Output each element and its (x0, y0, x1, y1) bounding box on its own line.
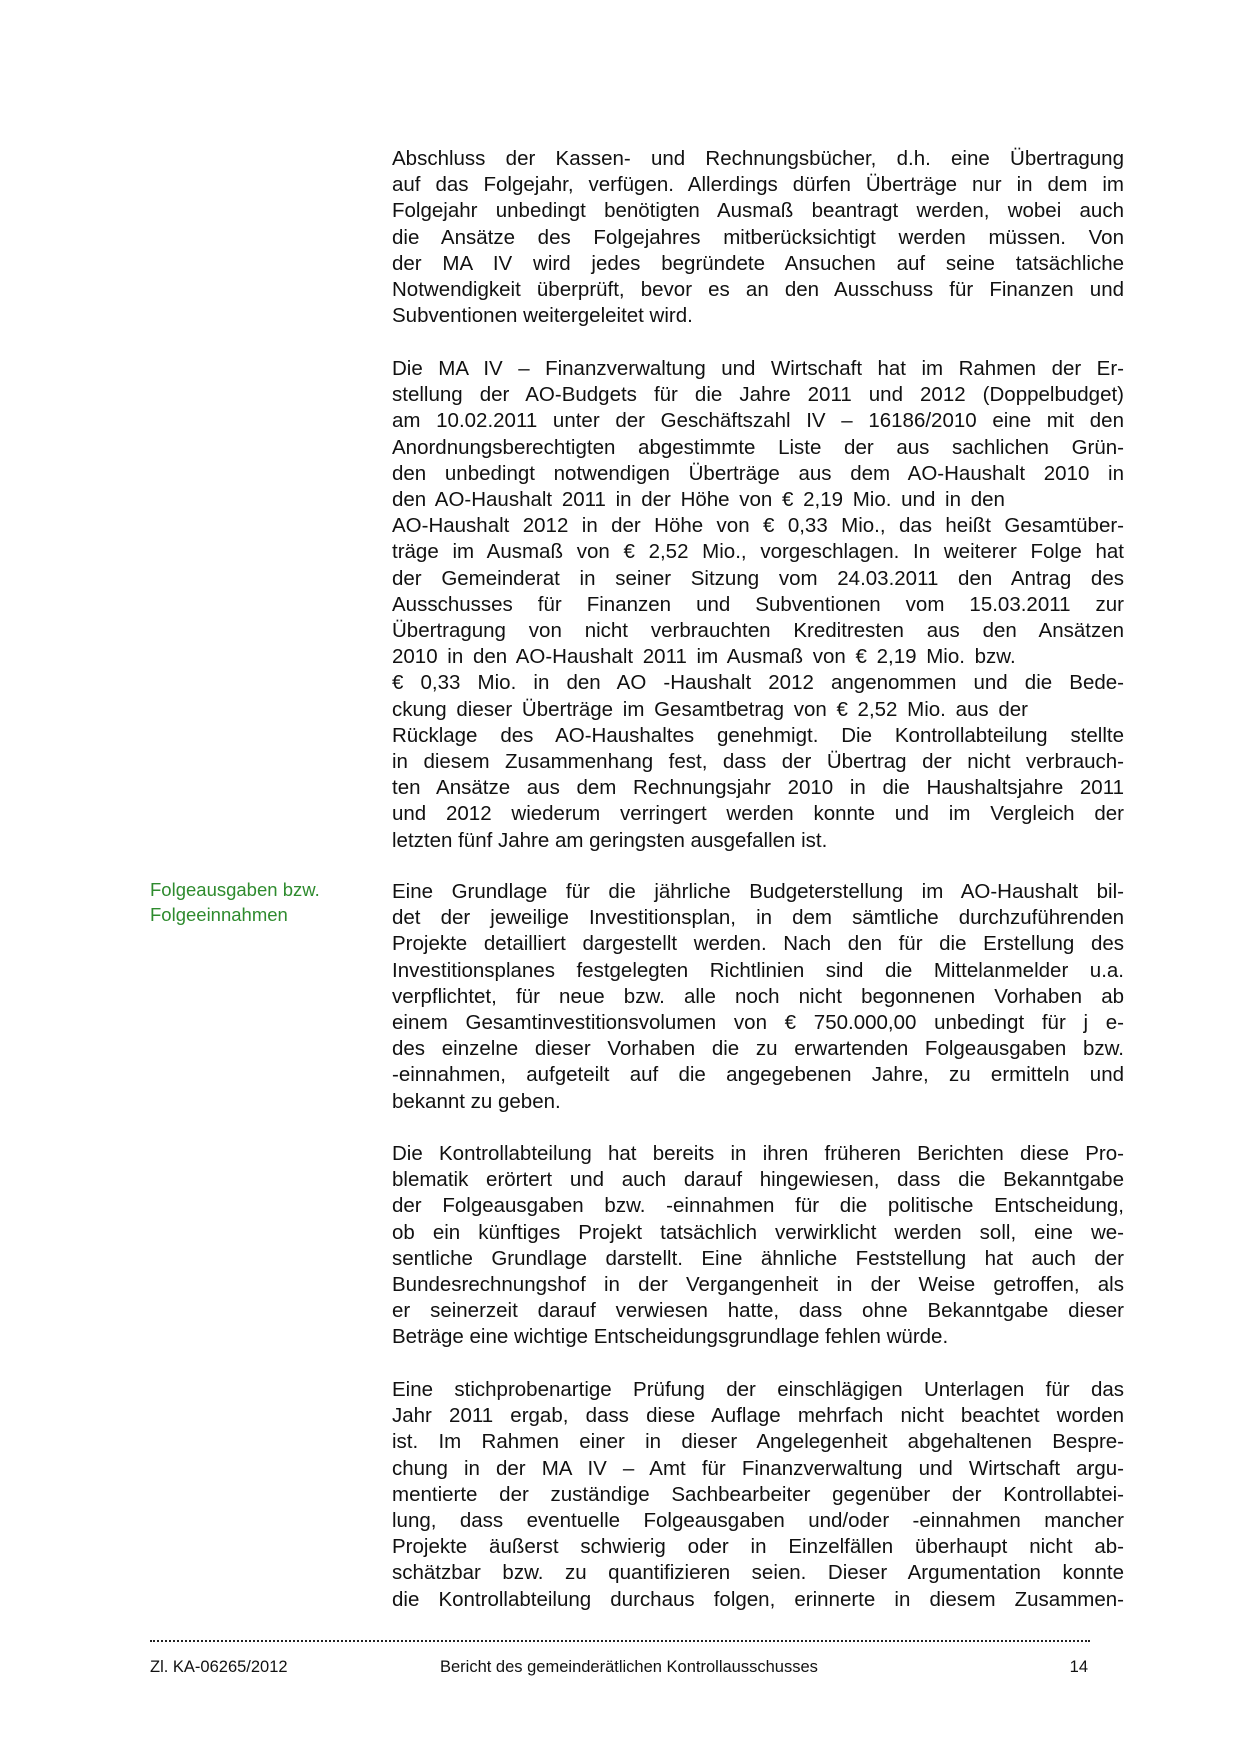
text-line: in diesem Zusammenhang fest, dass der Übertrag der nicht verbrauch- (392, 750, 1124, 774)
text-line: Jahr 2011 ergab, dass diese Auflage mehrfach nicht beachtet worden (392, 1404, 1124, 1428)
paragraph-4 (392, 1141, 1124, 1351)
text-line: AO-Haushalt 2012 in der Höhe von € 0,33 Mio., das heißt Gesamtüber- (392, 514, 1124, 538)
text-line: Die MA IV – Finanzverwaltung und Wirtschaft hat im Rahmen der Er- (392, 357, 1124, 380)
page-footer (150, 1658, 1090, 1682)
margin-note (150, 877, 380, 927)
text-line: sentliche Grundlage darstellt. Eine ähnliche Feststellung hat auch der (392, 1246, 1124, 1270)
paragraph-3 (392, 879, 1124, 1115)
text-line: Projekte detailliert dargestellt werden. Nach den für die Erstellung des (392, 932, 1124, 956)
text-line: er seinerzeit darauf verwiesen hatte, dass ohne Bekanntgabe dieser (392, 1299, 1124, 1323)
text-line: einem Gesamtinvestitionsvolumen von € 750.000,00 unbedingt für j e- (392, 1011, 1124, 1035)
margin-note-line: Folgeeinnahmen (150, 904, 288, 925)
paragraph-2 (392, 356, 1124, 854)
text-line: Eine Grundlage für die jährliche Budgeterstellung im AO-Haushalt bil- (392, 880, 1124, 903)
text-line: € 0,33 Mio. in den AO -Haushalt 2012 angenommen und die Bede- (392, 671, 1124, 695)
text-line: Eine stichprobenartige Prüfung der einschlägigen Unterlagen für das (392, 1378, 1124, 1401)
text-line: verpflichtet, für neue bzw. alle noch nicht begonnenen Vorhaben ab (392, 984, 1124, 1008)
document-number: Zl. KA-06265/2012 (150, 1658, 288, 1676)
text-line: die Kontrollabteilung durchaus folgen, erinnerte in diesem Zusammen- (392, 1587, 1124, 1611)
footer-divider (150, 1640, 1090, 1642)
report-title: Bericht des gemeinderätlichen Kontrollausschusses (440, 1658, 818, 1676)
text-line: letzten fünf Jahre am geringsten ausgefallen ist. (392, 828, 828, 852)
text-line: die Ansätze des Folgejahres mitberücksichtigt werden müssen. Von (392, 225, 1124, 249)
text-line: den AO-Haushalt 2011 in der Höhe von € 2,19 Mio. und in den (392, 488, 1005, 512)
text-line: schätzbar bzw. zu quantifizieren seien. Dieser Argumentation konnte (392, 1561, 1124, 1585)
text-line: Die Kontrollabteilung hat bereits in ihren früheren Berichten diese Pro- (392, 1142, 1124, 1165)
text-line: Rücklage des AO-Haushaltes genehmigt. Die Kontrollabteilung stellte (392, 723, 1124, 747)
text-line: ten Ansätze aus dem Rechnungsjahr 2010 in die Haushaltsjahre 2011 (392, 776, 1124, 800)
text-line: chung in der MA IV – Amt für Finanzverwaltung und Wirtschaft argu- (392, 1456, 1124, 1480)
paragraph-5 (392, 1377, 1124, 1613)
text-line: Folgejahr unbedingt benötigten Ausmaß beantragt werden, wobei auch (392, 199, 1124, 223)
page-number: 14 (1069, 1658, 1088, 1676)
text-line: lung, dass eventuelle Folgeausgaben und/oder -einnahmen mancher (392, 1509, 1124, 1533)
text-line: Subventionen weitergeleitet wird. (392, 304, 693, 328)
text-line: Investitionsplanes festgelegten Richtlinien sind die Mittelanmelder u.a. (392, 958, 1124, 982)
text-line: träge im Ausmaß von € 2,52 Mio., vorgeschlagen. In weiterer Folge hat (392, 540, 1124, 564)
text-line: auf das Folgejahr, verfügen. Allerdings dürfen Überträge nur in dem im (392, 173, 1124, 197)
text-line: -einnahmen, aufgeteilt auf die angegebenen Jahre, zu ermitteln und (392, 1063, 1124, 1087)
text-line: 2010 in den AO-Haushalt 2011 im Ausmaß von € 2,19 Mio. bzw. (392, 645, 1016, 669)
text-line: Beträge eine wichtige Entscheidungsgrundlage fehlen würde. (392, 1325, 949, 1349)
text-line: Projekte äußerst schwierig oder in Einzelfällen überhaupt nicht ab- (392, 1535, 1124, 1559)
text-line: ob ein künftiges Projekt tatsächlich verwirklicht werden soll, eine we- (392, 1220, 1124, 1244)
text-line: ist. Im Rahmen einer in dieser Angelegenheit abgehaltenen Bespre- (392, 1430, 1124, 1454)
text-line: stellung der AO-Budgets für die Jahre 2011 und 2012 (Doppelbudget) (392, 383, 1124, 407)
text-line: bekannt zu geben. (392, 1089, 561, 1113)
text-line: det der jeweilige Investitionsplan, in dem sämtliche durchzuführenden (392, 906, 1124, 930)
text-line: Übertragung von nicht verbrauchten Kreditresten aus den Ansätzen (392, 619, 1124, 643)
text-line: Notwendigkeit überprüft, bevor es an den Ausschuss für Finanzen und (392, 278, 1124, 302)
text-line: Abschluss der Kassen- und Rechnungsbücher, d.h. eine Übertragung (392, 147, 1124, 170)
text-line: Ausschusses für Finanzen und Subventionen vom 15.03.2011 zur (392, 592, 1124, 616)
text-line: der MA IV wird jedes begründete Ansuchen auf seine tatsächliche (392, 251, 1124, 275)
text-line: mentierte der zuständige Sachbearbeiter gegenüber der Kontrollabtei- (392, 1482, 1124, 1506)
text-line: blematik erörtert und auch darauf hingewiesen, dass die Bekanntgabe (392, 1168, 1124, 1192)
text-line: ckung dieser Überträge im Gesamtbetrag von € 2,52 Mio. aus der (392, 697, 1028, 721)
text-line: und 2012 wiederum verringert werden konnte und im Vergleich der (392, 802, 1124, 826)
text-line: der Folgeausgaben bzw. -einnahmen für die politische Entscheidung, (392, 1194, 1124, 1218)
margin-note-line: Folgeausgaben bzw. (150, 879, 320, 900)
text-line: der Gemeinderat in seiner Sitzung vom 24.03.2011 den Antrag des (392, 566, 1124, 590)
text-line: des einzelne dieser Vorhaben die zu erwartenden Folgeausgaben bzw. (392, 1037, 1124, 1061)
text-line: Bundesrechnungshof in der Vergangenheit in der Weise getroffen, als (392, 1273, 1124, 1297)
text-line: am 10.02.2011 unter der Geschäftszahl IV – 16186/2010 eine mit den (392, 409, 1124, 433)
paragraph-1 (392, 146, 1124, 329)
text-line: Anordnungsberechtigten abgestimmte Liste der aus sachlichen Grün- (392, 435, 1124, 459)
text-line: den unbedingt notwendigen Überträge aus dem AO-Haushalt 2010 in (392, 461, 1124, 485)
